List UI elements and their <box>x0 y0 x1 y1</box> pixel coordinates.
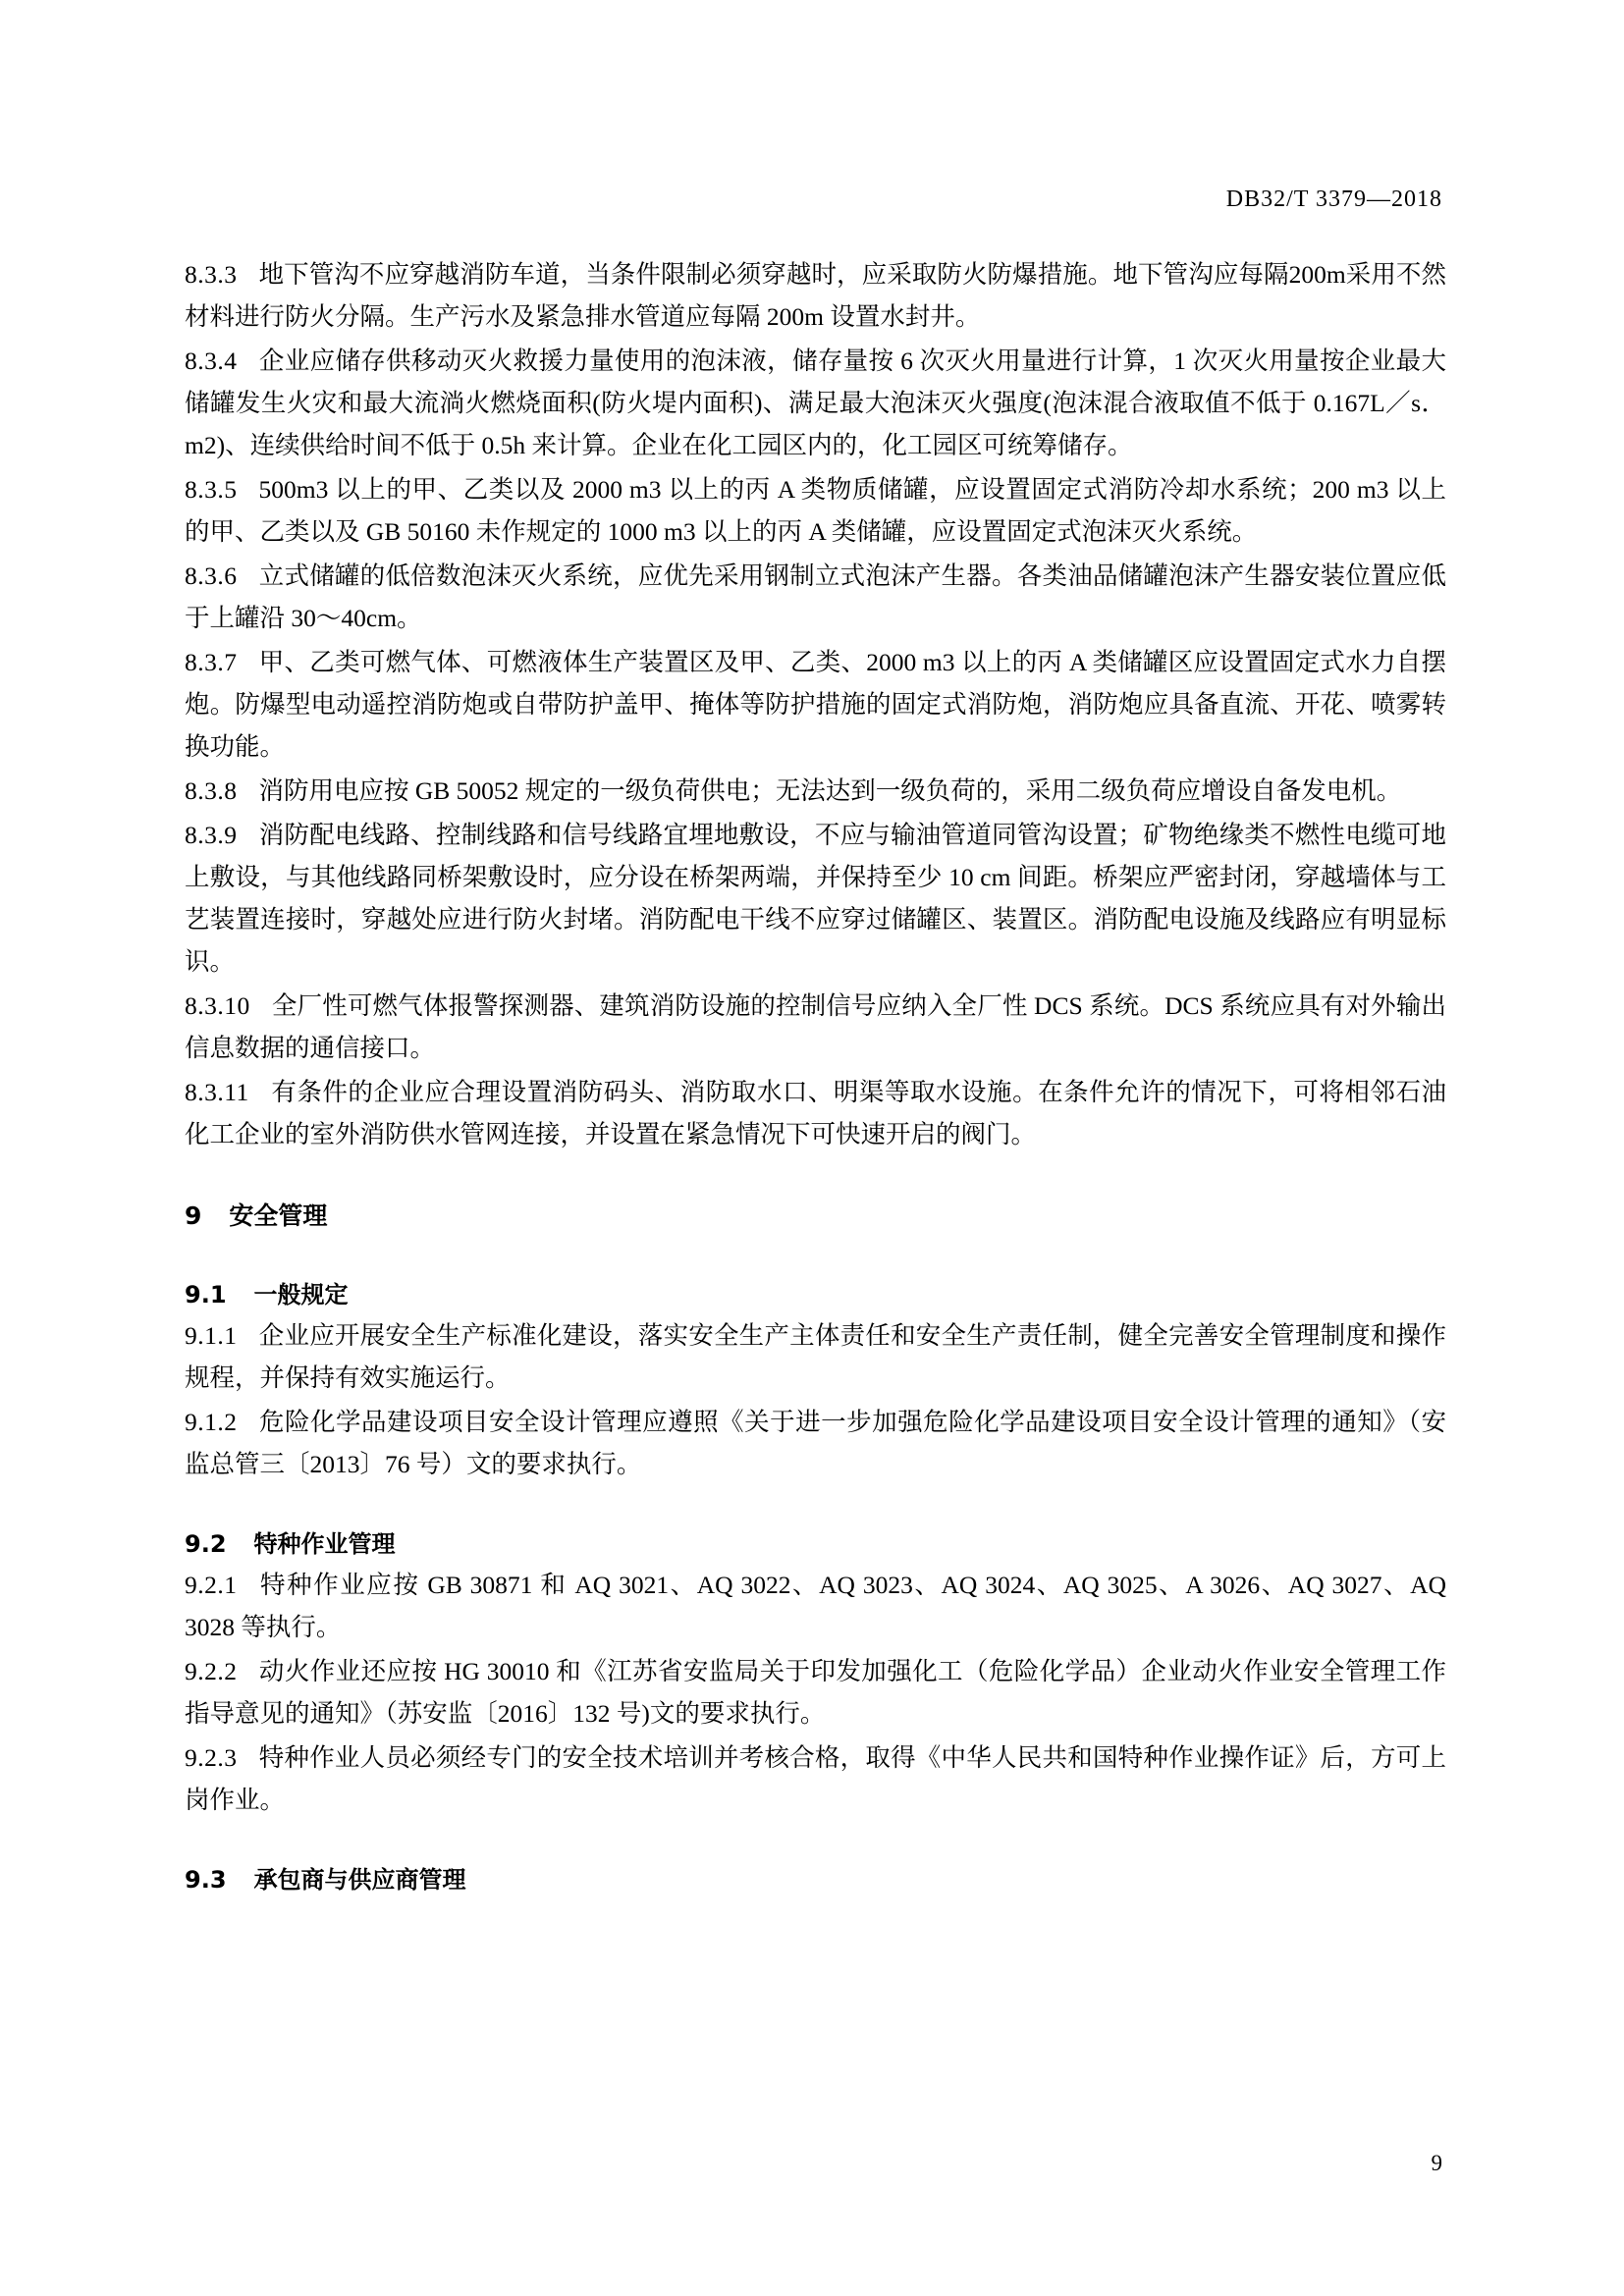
clause-8-3-9 <box>185 814 1446 983</box>
clause-number: 8.3.7 <box>185 648 238 676</box>
clause-number: 9.1.2 <box>185 1408 238 1436</box>
clause-9-1-2 <box>185 1401 1446 1485</box>
clause-number: 8.3.3 <box>185 260 238 289</box>
clause-number: 8.3.11 <box>185 1078 249 1106</box>
section-heading-9-3 <box>185 1860 1446 1899</box>
section-heading-9 <box>185 1197 1446 1236</box>
clause-number: 9.1.1 <box>185 1321 238 1350</box>
clause-text: 消防配电线路、控制线路和信号线路宜埋地敷设，不应与输油管道同管沟设置；矿物绝缘类不燃性电缆可地上敷设，与其他线路同桥架敷设时，应分设在桥架两端，并保持至少 10 cm 间距。桥架应严密封闭，穿越墙体与工艺装置连接时，穿越处应进行防火封堵。消防配电干线不应穿过储罐区、装置区。消防配电设施及线路应有明显标识。 <box>185 821 1446 976</box>
clause-9-2-1 <box>185 1564 1446 1648</box>
section-title: 特种作业管理 <box>253 1530 396 1558</box>
clause-text: 特种作业人员必须经专门的安全技术培训并考核合格，取得《中华人民共和国特种作业操作证》后，方可上岗作业。 <box>185 1743 1446 1814</box>
section-title: 安全管理 <box>229 1201 328 1230</box>
clause-number: 8.3.9 <box>185 821 238 849</box>
section-heading-9-1 <box>185 1275 1446 1314</box>
clause-number: 8.3.4 <box>185 347 238 375</box>
clause-8-3-7 <box>185 641 1446 768</box>
clause-9-2-3 <box>185 1736 1446 1821</box>
clause-text: 地下管沟不应穿越消防车道，当条件限制必须穿越时，应采取防火防爆措施。地下管沟应每隔200m采用不然材料进行防火分隔。生产污水及紧急排水管道应每隔 200m 设置水封井。 <box>185 260 1446 331</box>
clause-text: 动火作业还应按 HG 30010 和《江苏省安监局关于印发加强化工（危险化学品）企业动火作业安全管理工作指导意见的通知》（苏安监〔2016〕132 号)文的要求执行。 <box>185 1657 1446 1728</box>
clause-text: 消防用电应按 GB 50052 规定的一级负荷供电；无法达到一级负荷的，采用二级负荷应增设自备发电机。 <box>258 776 1402 805</box>
section-heading-9-2 <box>185 1524 1446 1564</box>
section-title: 承包商与供应商管理 <box>253 1866 466 1894</box>
clause-8-3-8 <box>185 770 1446 812</box>
clause-number: 8.3.10 <box>185 991 250 1020</box>
clause-number: 8.3.5 <box>185 475 238 504</box>
clause-text: 企业应开展安全生产标准化建设，落实安全生产主体责任和安全生产责任制，健全完善安全管理制度和操作规程，并保持有效实施运行。 <box>185 1321 1446 1392</box>
clause-number: 9.2.2 <box>185 1657 238 1685</box>
section-number: 9.1 <box>185 1281 227 1308</box>
section-number: 9 <box>185 1201 202 1230</box>
clause-8-3-10 <box>185 985 1446 1069</box>
clause-text: 立式储罐的低倍数泡沫灭火系统，应优先采用钢制立式泡沫产生器。各类油品储罐泡沫产生器安装位置应低于上罐沿 30～40cm。 <box>185 561 1446 632</box>
clause-text: 特种作业应按 GB 30871 和 AQ 3021、AQ 3022、AQ 3023、AQ 3024、AQ 3025、A 3026、AQ 3027、AQ 3028 等执行。 <box>185 1571 1446 1641</box>
section-title: 一般规定 <box>253 1281 349 1308</box>
page-content <box>185 253 1446 1899</box>
page-number: 9 <box>1431 2151 1442 2175</box>
clause-number: 8.3.6 <box>185 561 238 590</box>
clause-8-3-4 <box>185 340 1446 466</box>
clause-text: 危险化学品建设项目安全设计管理应遵照《关于进一步加强危险化学品建设项目安全设计管理的通知》（安监总管三〔2013〕76 号）文的要求执行。 <box>185 1408 1446 1478</box>
section-number: 9.3 <box>185 1866 227 1894</box>
clause-text: 全厂性可燃气体报警探测器、建筑消防设施的控制信号应纳入全厂性 DCS 系统。DCS 系统应具有对外输出信息数据的通信接口。 <box>185 991 1446 1062</box>
clause-number: 9.2.3 <box>185 1743 238 1772</box>
clause-8-3-6 <box>185 555 1446 639</box>
clause-number: 8.3.8 <box>185 776 238 805</box>
clause-number: 9.2.1 <box>185 1571 238 1599</box>
clause-8-3-3 <box>185 253 1446 338</box>
clause-8-3-11 <box>185 1071 1446 1155</box>
clause-text: 企业应储存供移动灭火救援力量使用的泡沫液，储存量按 6 次灭火用量进行计算，1 次灭火用量按企业最大储罐发生火灾和最大流淌火燃烧面积(防火堤内面积)、满足最大泡沫灭火强度(泡沫混合液取值不低于 0.167L／s．m2)、连续供给时间不低于 0.5h 来计算。企业在化工园区内的，化工园区可统筹储存。 <box>185 347 1446 459</box>
section-number: 9.2 <box>185 1530 227 1558</box>
clause-8-3-5 <box>185 468 1446 553</box>
clause-text: 有条件的企业应合理设置消防码头、消防取水口、明渠等取水设施。在条件允许的情况下，可将相邻石油化工企业的室外消防供水管网连接，并设置在紧急情况下可快速开启的阀门。 <box>185 1078 1446 1148</box>
clause-text: 500m3 以上的甲、乙类以及 2000 m3 以上的丙 A 类物质储罐，应设置固定式消防冷却水系统；200 m3 以上的甲、乙类以及 GB 50160 未作规定的 1000 m3 以上的丙 A 类储罐，应设置固定式泡沫灭火系统。 <box>185 475 1446 546</box>
clause-9-1-1 <box>185 1314 1446 1399</box>
clause-9-2-2 <box>185 1650 1446 1735</box>
clause-text: 甲、乙类可燃气体、可燃液体生产装置区及甲、乙类、2000 m3 以上的丙 A 类储罐区应设置固定式水力自摆炮。防爆型电动遥控消防炮或自带防护盖甲、掩体等防护措施的固定式消防炮，消防炮应具备直流、开花、喷雾转换功能。 <box>185 648 1446 761</box>
page-header-standard-id: DB32/T 3379—2018 <box>1225 187 1442 212</box>
